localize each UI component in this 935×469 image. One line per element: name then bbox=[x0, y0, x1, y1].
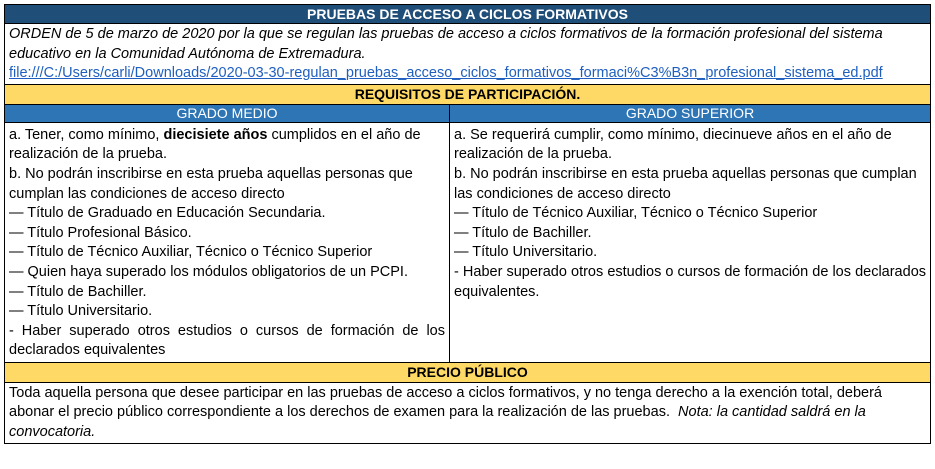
gm-item: — Título de Graduado en Educación Secundaria. bbox=[9, 205, 326, 222]
grado-medio-header: GRADO MEDIO bbox=[5, 104, 450, 122]
gm-item: — Título de Técnico Auxiliar, Técnico o Técnico Superior bbox=[9, 244, 373, 261]
intro-cell bbox=[5, 24, 931, 85]
intro-text: ORDEN de 5 de marzo de 2020 por la que se regulan las pruebas de acceso a ciclos formativos de la formación profesional del sistema educativo en la Comunidad Autónoma de Extremadura. bbox=[9, 26, 883, 62]
gm-item: — Título Profesional Básico. bbox=[9, 224, 192, 241]
gs-requirement-a: a. Se requerirá cumplir, como mínimo, diecinueve años en el año de realización de la prueba. bbox=[454, 126, 892, 163]
gm-other: - Haber superado otros estudios o cursos de formación de los declarados equivalentes bbox=[9, 322, 445, 359]
grado-superior-header: GRADO SUPERIOR bbox=[450, 104, 931, 122]
gm-a-bold: diecisiete años bbox=[163, 126, 268, 143]
price-cell bbox=[5, 382, 931, 443]
gm-a-suffix: cumplidos en el año de realización de la prueba. bbox=[9, 126, 421, 163]
gs-item: — Título de Técnico Auxiliar, Técnico o Técnico Superior bbox=[454, 205, 818, 222]
grado-medio-cell bbox=[5, 122, 450, 362]
gs-other: - Haber superado otros estudios o cursos de formación de los declarados equivalentes. bbox=[454, 263, 927, 300]
gs-requirement-b: b. No podrán inscribirse en esta prueba aquellas personas que cumplan las condiciones de acceso directo bbox=[454, 165, 917, 202]
price-header: PRECIO PÚBLICO bbox=[5, 362, 931, 382]
gm-item: — Quien haya superado los módulos obligatorios de un PCPI. bbox=[9, 263, 408, 280]
price-text: Toda aquella persona que desee participar en las pruebas de acceso a ciclos formativos, y no tenga derecho a la exención total, deberá abonar el precio público correspondiente a los derechos de examen para la realización de las pruebas. bbox=[9, 384, 882, 421]
requirements-header: REQUISITOS DE PARTICIPACIÓN. bbox=[5, 84, 931, 104]
price-note: Nota: la cantidad saldrá en la convocatoria. bbox=[9, 404, 866, 440]
gm-item: — Título Universitario. bbox=[9, 303, 153, 320]
order-pdf-link[interactable]: file:///C:/Users/carli/Downloads/2020-03-30-regulan_pruebas_acceso_ciclos_formativos_formaci%C3%B3n_profesional_sistema_ed.pdf bbox=[9, 65, 883, 82]
gm-requirement-b: b. No podrán inscribirse en esta prueba aquellas personas que cumplan las condiciones de acceso directo bbox=[9, 165, 413, 202]
gs-item: — Título de Bachiller. bbox=[454, 224, 592, 241]
info-table bbox=[4, 4, 931, 444]
title-header: PRUEBAS DE ACCESO A CICLOS FORMATIVOS bbox=[5, 5, 931, 24]
gm-item: — Título de Bachiller. bbox=[9, 283, 147, 300]
gm-a-prefix: a. Tener, como mínimo, bbox=[9, 126, 164, 143]
document-table-wrapper bbox=[4, 4, 930, 444]
gm-requirement-a bbox=[9, 126, 445, 165]
gs-item: — Título Universitario. bbox=[454, 244, 598, 261]
grado-superior-cell bbox=[450, 122, 931, 362]
